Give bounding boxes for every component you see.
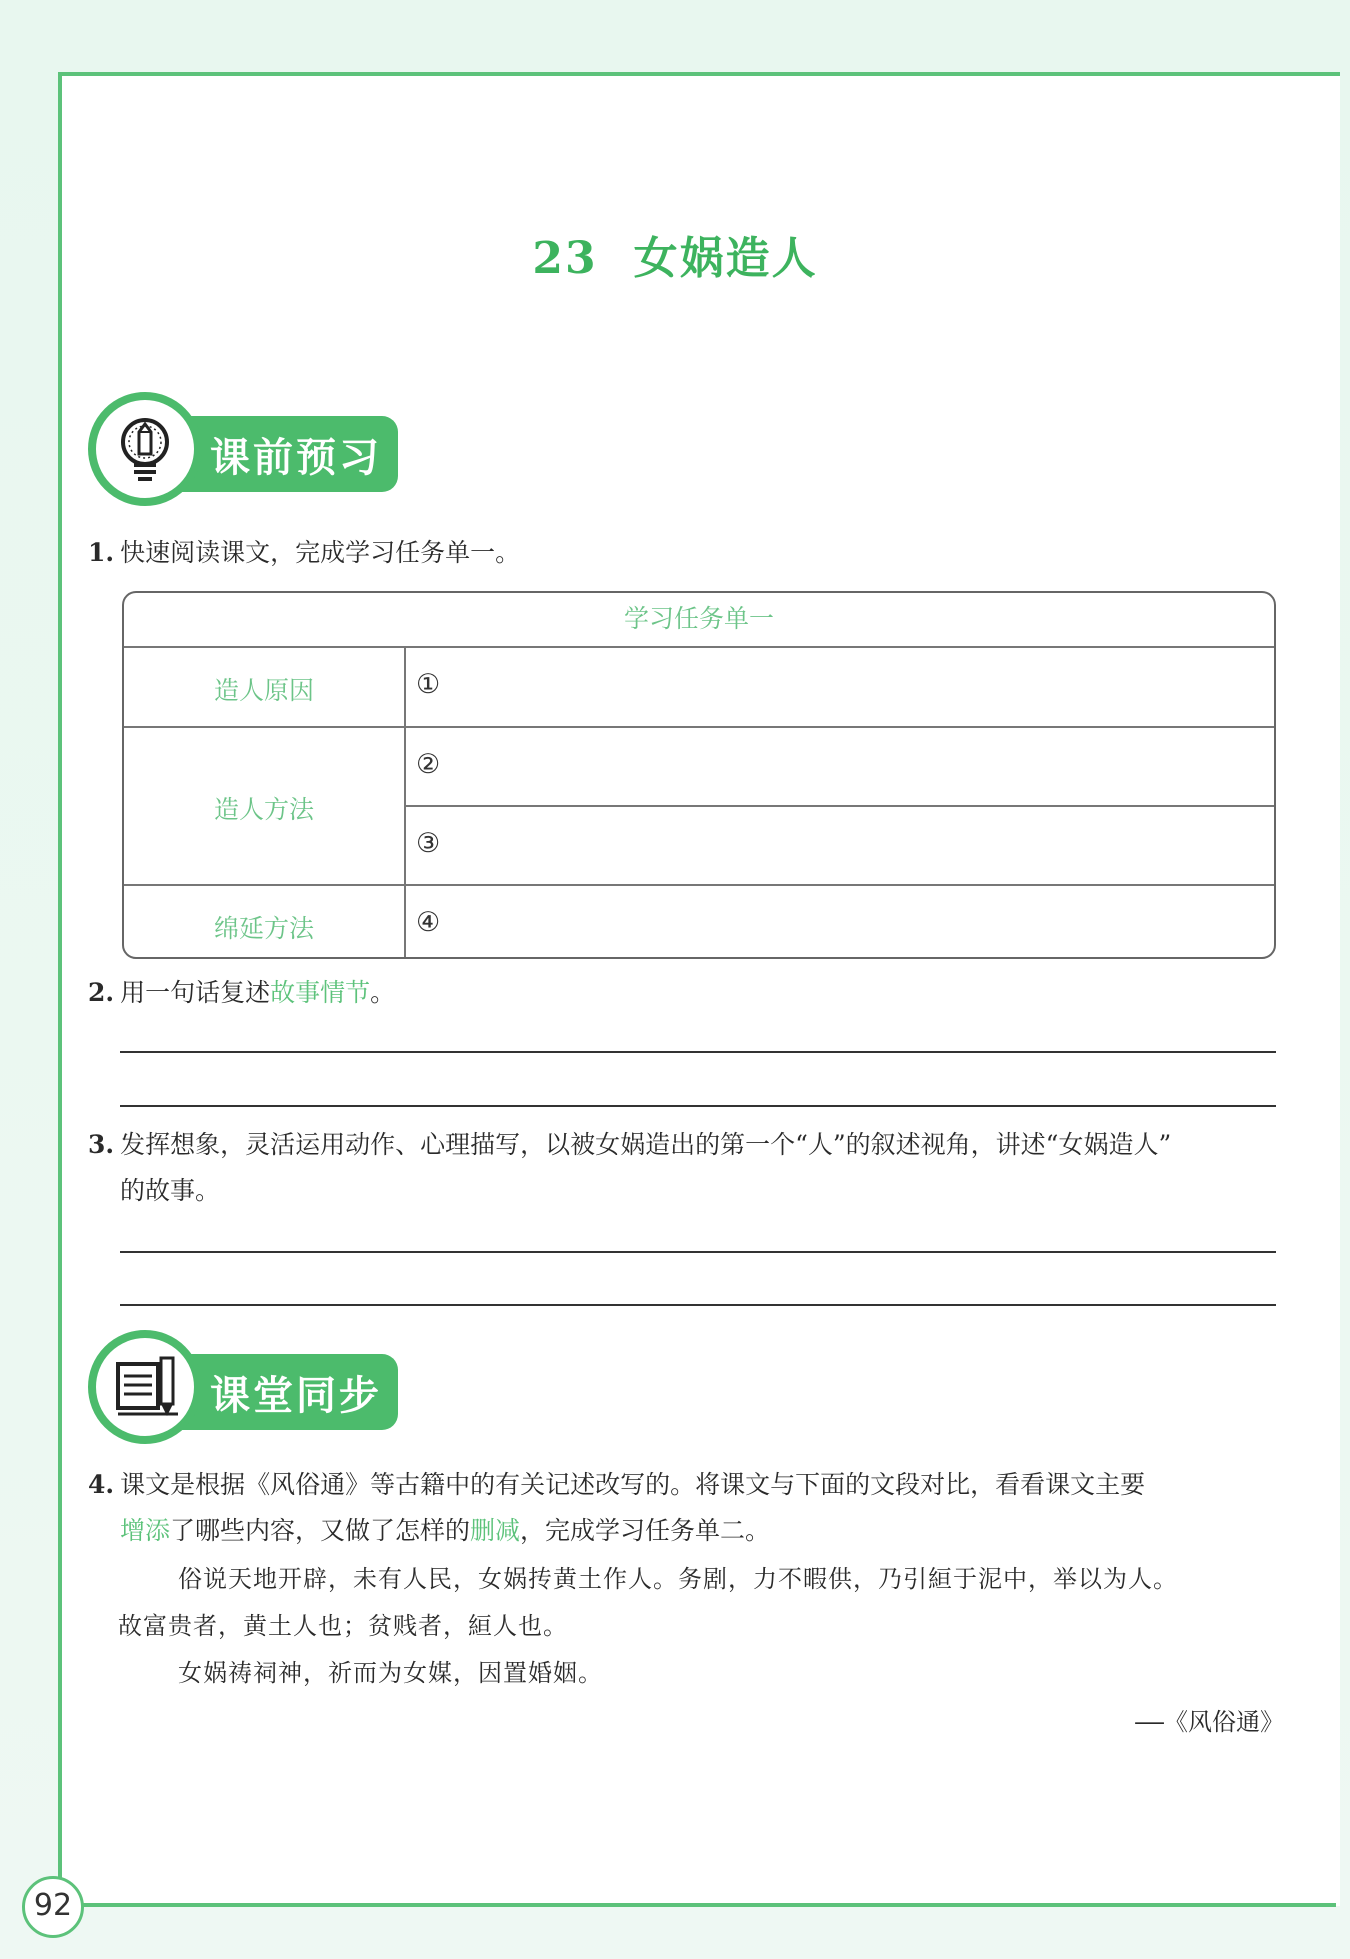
passage-source: ——《风俗通》 <box>1135 1708 1284 1736</box>
section-heading-classroom <box>88 1330 408 1450</box>
question-number: 4. <box>88 1470 115 1499</box>
question-3-cont: 的故事。 <box>120 1176 221 1205</box>
passage-line: 女娲祷祠神，祈而为女媒，因置婚姻。 <box>178 1659 603 1687</box>
section-icon-circle <box>88 1330 202 1444</box>
table-row-label: 绵延方法 <box>213 914 314 943</box>
section-label: 课堂同步 <box>210 1373 382 1419</box>
question-text: 快速阅读课文，完成学习任务单一。 <box>120 538 521 567</box>
question-4-cont <box>120 1508 1320 1554</box>
question-1 <box>88 530 1288 576</box>
section-icon-circle <box>88 392 202 506</box>
table-caption: 学习任务单一 <box>124 593 1274 648</box>
question-4 <box>88 1462 1288 1508</box>
section-heading-preview <box>88 392 408 512</box>
passage-line: 俗说天地开辟，未有人民，女娲抟黄土作人。务剧，力不暇供，乃引絙于泥中，举以为人。 <box>178 1565 1178 1593</box>
answer-blank-3[interactable]: ③ <box>416 828 441 859</box>
highlight-term: 删减 <box>470 1516 521 1545</box>
table-row-label: 造人原因 <box>213 676 314 705</box>
question-number: 2. <box>88 978 115 1007</box>
answer-line[interactable] <box>120 1051 1276 1053</box>
answer-blank-4[interactable]: ④ <box>416 907 441 938</box>
highlight-term: 增添 <box>120 1516 171 1545</box>
question-text: 课文是根据《风俗通》等古籍中的有关记述改写的。将课文与下面的文段对比，看看课文主要 <box>120 1470 1146 1499</box>
table-divider <box>404 646 406 959</box>
table-row-divider <box>124 884 1274 886</box>
answer-line[interactable] <box>120 1251 1276 1253</box>
table-row-divider <box>404 805 1276 807</box>
table-row-label: 造人方法 <box>213 795 314 824</box>
book-pencil-icon <box>114 1354 184 1420</box>
page-number: 92 <box>22 1876 84 1938</box>
question-2 <box>88 970 1288 1016</box>
section-label: 课前预习 <box>210 435 382 481</box>
lesson-number: 23 <box>532 233 598 284</box>
question-text: ，完成学习任务单二。 <box>520 1516 771 1545</box>
table-row-divider <box>124 726 1274 728</box>
answer-blank-2[interactable]: ② <box>416 749 441 780</box>
question-text: 发挥想象，灵活运用动作、心理描写，以被女娲造出的第一个“人”的叙述视角，讲述“女娲造人” <box>120 1130 1172 1159</box>
answer-line[interactable] <box>120 1105 1276 1107</box>
passage-line: 故富贵者，黄土人也；贫贱者，絙人也。 <box>118 1612 568 1640</box>
question-3 <box>88 1122 1288 1168</box>
question-text: 用一句话复述 <box>120 978 271 1007</box>
section-label-bar <box>180 416 398 492</box>
highlight-term: 故事情节 <box>270 978 371 1007</box>
section-label-bar <box>180 1354 398 1430</box>
lesson-title-text: 女娲造人 <box>633 233 818 284</box>
answer-line[interactable] <box>120 1304 1276 1306</box>
question-text: 了哪些内容，又做了怎样的 <box>170 1516 471 1545</box>
answer-blank-1[interactable]: ① <box>416 669 441 700</box>
lightbulb-pencil-icon <box>114 416 176 482</box>
task-sheet-table <box>122 591 1276 959</box>
question-number: 1. <box>88 538 115 567</box>
question-number: 3. <box>88 1130 115 1159</box>
lesson-title <box>0 222 1350 286</box>
bottom-rule <box>80 1903 1336 1907</box>
question-text: 。 <box>370 978 396 1007</box>
